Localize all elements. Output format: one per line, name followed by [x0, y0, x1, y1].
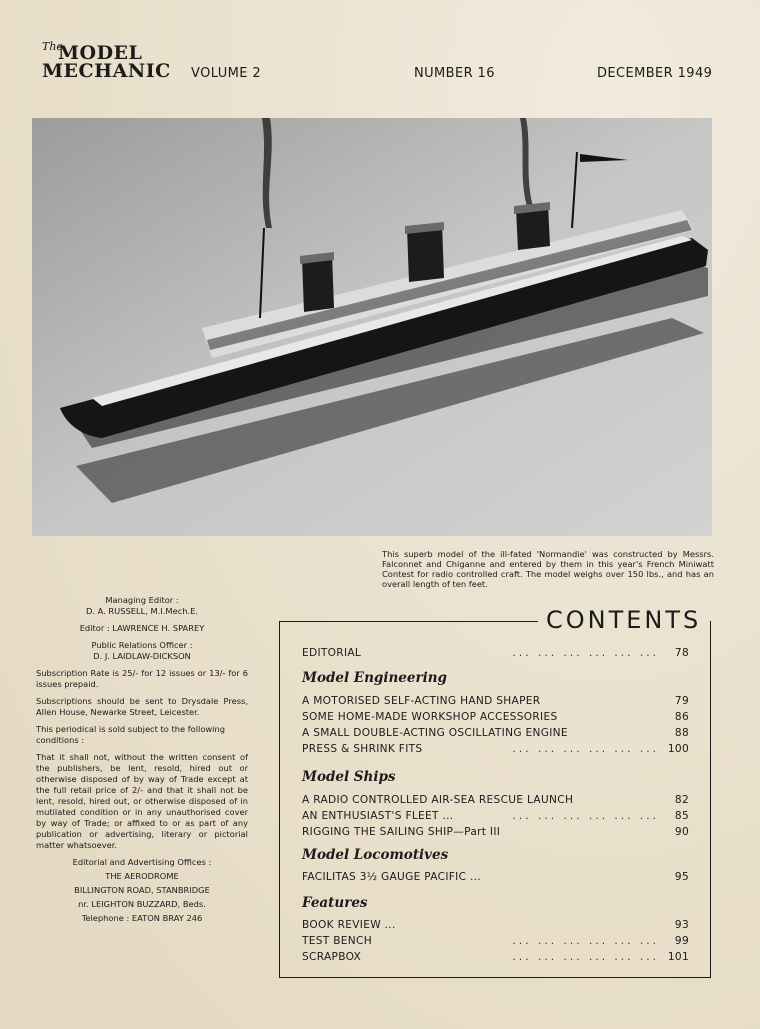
logo-the: The — [42, 40, 63, 53]
offices-label: Editorial and Advertising Offices : — [72, 857, 212, 867]
ship-photo — [32, 118, 712, 536]
contents-entry — [302, 743, 689, 757]
entry-leader-dots: ... ... ... ... ... ... — [512, 743, 659, 755]
section-heading-model-ships: Model Ships — [302, 769, 396, 785]
contents-entry — [302, 727, 689, 741]
contents-entry — [302, 711, 689, 725]
subscription-address: Subscriptions should be sent to Drysdale Press, Allen House, Newarke Street, Leicester. — [36, 696, 248, 717]
editor-line: Editor : LAWRENCE H. SPAREY — [79, 623, 205, 633]
normandie-model-image — [32, 118, 712, 536]
entry-page: 88 — [674, 727, 689, 739]
issue-number: NUMBER 16 — [414, 66, 495, 81]
staff-column — [36, 595, 248, 924]
masthead — [42, 38, 722, 88]
entry-title: SCRAPBOX — [302, 951, 362, 963]
offices-line-1: THE AERODROME — [105, 871, 179, 881]
entry-page: 90 — [674, 826, 689, 838]
telephone-line: Telephone : EATON BRAY 246 — [81, 913, 203, 923]
volume-label: VOLUME 2 — [191, 66, 262, 81]
entry-title: A SMALL DOUBLE-ACTING OSCILLATING ENGINE — [302, 727, 568, 739]
contents-entry — [302, 951, 689, 965]
contents-entry-editorial — [302, 647, 689, 661]
entry-page: 101 — [667, 951, 689, 963]
managing-editor-name: D. A. RUSSELL, M.I.Mech.E. — [85, 606, 199, 616]
section-heading-model-engineering: Model Engineering — [302, 670, 447, 686]
pr-officer-name: D. J. LAIDLAW-DICKSON — [93, 651, 191, 661]
offices-line-3: nr. LEIGHTON BUZZARD, Beds. — [78, 899, 206, 909]
subscription-rate: Subscription Rate is 25/- for 12 issues or 13/- for 6 issues prepaid. — [36, 668, 248, 689]
conditions-text: That it shall not, without the written consent of the publishers, be lent, resold, hired out or otherwise disposed of by way of Trade except at the full retail price of 2/- and that it shall not be lent, resold, hired out, or otherwise disposed of in mutilated condition or in any unauthorised cover by way of Trade; or affixed to or as part of any publication or advertising, literary or pictorial matter whatsoever. — [36, 752, 248, 850]
entry-title: PRESS & SHRINK FITS — [302, 743, 423, 755]
logo-mechanic: MECHANIC — [42, 60, 171, 82]
pr-officer-label: Public Relations Officer : — [91, 640, 193, 650]
entry-page: 95 — [674, 871, 689, 883]
entry-title: AN ENTHUSIAST'S FLEET ... — [302, 810, 454, 822]
entry-page: 85 — [674, 810, 689, 822]
entry-title: FACILITAS 3½ GAUGE PACIFIC ... — [302, 871, 481, 883]
entry-title: SOME HOME-MADE WORKSHOP ACCESSORIES — [302, 711, 558, 723]
contents-title: CONTENTS — [546, 606, 702, 634]
entry-leader-dots: ... ... ... ... ... ... — [512, 951, 659, 963]
entry-page: 100 — [667, 743, 689, 755]
entry-title: A MOTORISED SELF-ACTING HAND SHAPER — [302, 695, 541, 707]
contents-box — [279, 621, 711, 978]
entry-page: 93 — [674, 919, 689, 931]
issue-date: DECEMBER 1949 — [597, 66, 713, 81]
entry-title: TEST BENCH — [302, 935, 372, 947]
entry-title: RIGGING THE SAILING SHIP—Part III — [302, 826, 501, 838]
contents-entry — [302, 810, 689, 824]
entry-title: EDITORIAL — [302, 647, 362, 659]
entry-title: A RADIO CONTROLLED AIR-SEA RESCUE LAUNCH — [302, 794, 574, 806]
contents-entry — [302, 935, 689, 949]
section-heading-model-locomotives: Model Locomotives — [302, 847, 449, 863]
contents-entry — [302, 871, 689, 885]
photo-caption: This superb model of the ill-fated 'Normandie' was constructed by Messrs. Falconnet and Chiganne and entered by them in this year's French Miniwatt Contest for radio controlled craft. The model weighs over 150 lbs., and has an overall length of ten feet. — [382, 549, 714, 589]
entry-leader-dots: ... ... ... ... ... ... — [512, 810, 659, 822]
entry-leader-dots: ... ... ... ... ... ... — [512, 647, 659, 659]
entry-page: 79 — [674, 695, 689, 707]
offices-line-2: BILLINGTON ROAD, STANBRIDGE — [74, 885, 210, 895]
contents-entry — [302, 794, 689, 808]
conditions-intro: This periodical is sold subject to the following conditions : — [36, 724, 226, 745]
logo-model: MODEL — [58, 42, 143, 64]
managing-editor-label: Managing Editor : — [105, 595, 179, 605]
entry-title: BOOK REVIEW ... — [302, 919, 396, 931]
contents-entry — [302, 695, 689, 709]
section-heading-features: Features — [302, 895, 368, 911]
entry-page: 99 — [674, 935, 689, 947]
entry-page: 86 — [674, 711, 689, 723]
entry-page: 78 — [674, 647, 689, 659]
contents-entry — [302, 919, 689, 933]
contents-entry — [302, 826, 689, 840]
entry-page: 82 — [674, 794, 689, 806]
entry-leader-dots: ... ... ... ... ... ... — [512, 935, 659, 947]
